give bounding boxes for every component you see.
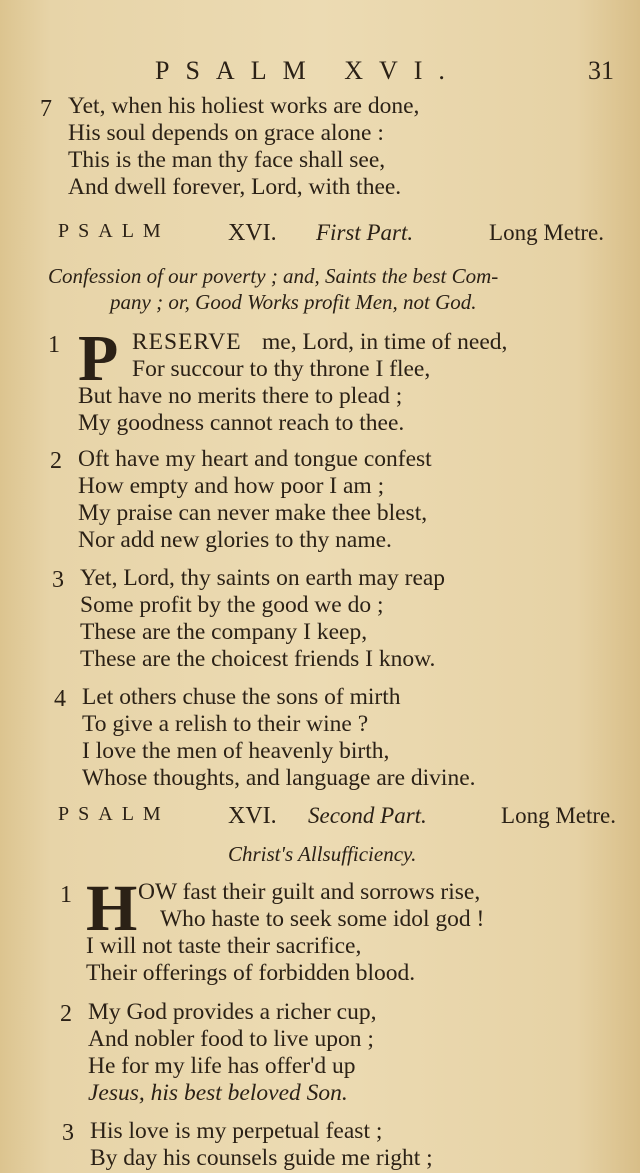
verse-line: My praise can never make thee blest, [78,500,428,526]
psalm-word: PSALM [58,803,170,825]
psalm-numeral: XVI. [228,220,277,246]
verse-line: For succour to thy throne I flee, [132,356,431,382]
first-word: RESERVE [132,329,242,355]
drop-cap: P [78,322,119,395]
verse-line: Oft have my heart and tongue confest [78,446,432,472]
page-number: 31 [588,56,614,85]
verse-line: Nor add new glories to thy name. [78,527,392,553]
stanza-number: 4 [54,686,66,712]
verse-line: These are the choicest friends I know. [80,646,436,672]
verse-line: me, Lord, in time of need, [262,329,508,355]
section-heading-part-2 [58,803,616,835]
verse-line: And dwell forever, Lord, with thee. [68,174,402,200]
verse-line: I will not taste their sacrifice, [86,933,362,959]
verse-line: Their offerings of forbidden blood. [86,960,416,986]
verse-line: My God provides a richer cup, [88,999,377,1025]
verse-line: These are the company I keep, [80,619,368,645]
subtitle: Christ's Allsufficiency. [228,842,417,866]
metre-label: Long Metre. [489,220,604,245]
verse-line: Who haste to seek some idol god ! [160,906,485,932]
verse-line: To give a relish to their wine ? [82,711,369,737]
psalm-numeral: XVI. [228,803,277,829]
stanza-number: 2 [50,448,62,474]
verse-line: But have no merits there to plead ; [78,383,403,409]
verse-line: Yet, when his holiest works are done, [68,93,420,119]
verse-line: OW fast their guilt and sorrows rise, [138,879,481,905]
verse-line: He for my life has offer'd up [88,1053,356,1079]
drop-cap: H [86,872,138,945]
stanza-number: 3 [52,567,64,593]
verse-line: My goodness cannot reach to thee. [78,410,405,436]
verse-line: I love the men of heavenly birth, [82,738,390,764]
psalm-word: PSALM [58,220,170,242]
stanza-number: 3 [62,1120,74,1146]
part-label: Second Part. [308,803,427,828]
verse-line: By day his counsels guide me right ; [90,1145,433,1171]
section-heading-part-1 [58,220,604,252]
verse-line: Whose thoughts, and language are divine. [82,765,476,791]
subtitle-line-1: Confession of our poverty ; and, Saints the best Com- [48,264,499,288]
page-header [0,56,640,88]
running-head: PSALM XVI. [155,56,461,85]
stanza-number: 1 [60,882,72,908]
part-label: First Part. [316,220,414,245]
verse-line: And nobler food to live upon ; [88,1026,374,1052]
verse-line: Jesus, his best beloved Son. [88,1080,348,1106]
subtitle-line-2: pany ; or, Good Works profit Men, not God. [110,290,477,314]
verse-line: Let others chuse the sons of mirth [82,684,401,710]
verse-line: His love is my perpetual feast ; [90,1118,383,1144]
stanza-number: 1 [48,332,60,358]
verse-line: How empty and how poor I am ; [78,473,385,499]
stanza-number: 2 [60,1001,72,1027]
verse-line: Some profit by the good we do ; [80,592,384,618]
verse-line: His soul depends on grace alone : [68,120,384,146]
metre-label: Long Metre. [501,803,616,828]
stanza-number: 7 [40,96,52,122]
verse-line: This is the man thy face shall see, [68,147,386,173]
verse-line: Yet, Lord, thy saints on earth may reap [80,565,446,591]
